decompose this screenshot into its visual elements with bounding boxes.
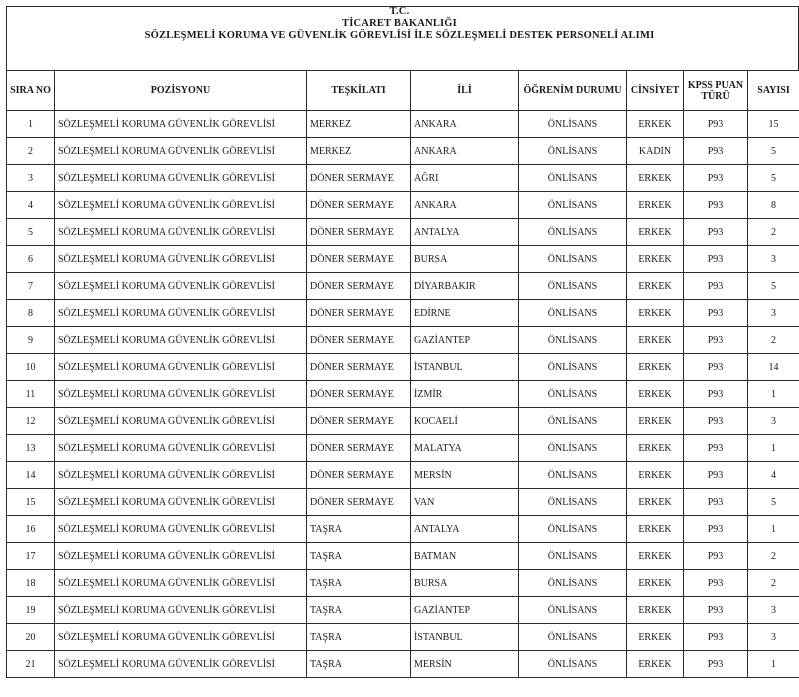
cell-teskilat: DÖNER SERMAYE	[307, 462, 411, 489]
cell-sayi: 2	[748, 543, 799, 570]
cell-teskilat: DÖNER SERMAYE	[307, 381, 411, 408]
cell-ogrenim: ÖNLİSANS	[519, 597, 627, 624]
cell-sira-no: 1	[7, 111, 55, 138]
cell-cinsiyet: ERKEK	[627, 327, 684, 354]
cell-kpss: P93	[684, 273, 748, 300]
cell-ogrenim: ÖNLİSANS	[519, 138, 627, 165]
cell-sira-no: 2	[7, 138, 55, 165]
header-ministry: TİCARET BAKANLIĞI	[342, 18, 457, 29]
cell-ogrenim: ÖNLİSANS	[519, 246, 627, 273]
table-row	[7, 435, 799, 462]
table-row	[7, 111, 799, 138]
cell-kpss: P93	[684, 165, 748, 192]
cell-kpss: P93	[684, 435, 748, 462]
cell-cinsiyet: ERKEK	[627, 543, 684, 570]
cell-sayi: 1	[748, 516, 799, 543]
cell-sira-no: 6	[7, 246, 55, 273]
table-row	[7, 651, 799, 678]
cell-cinsiyet: ERKEK	[627, 516, 684, 543]
cell-il: ANKARA	[411, 111, 519, 138]
cell-kpss: P93	[684, 354, 748, 381]
cell-il: İZMİR	[411, 381, 519, 408]
cell-sira-no: 21	[7, 651, 55, 678]
cell-kpss: P93	[684, 597, 748, 624]
cell-sira-no: 13	[7, 435, 55, 462]
table-row	[7, 489, 799, 516]
table-row	[7, 300, 799, 327]
cell-cinsiyet: ERKEK	[627, 651, 684, 678]
cell-kpss: P93	[684, 381, 748, 408]
col-kpss: KPSS PUAN TÜRÜ	[684, 71, 748, 111]
cell-pozisyon: SÖZLEŞMELİ KORUMA GÜVENLİK GÖREVLİSİ	[55, 138, 307, 165]
cell-sayi: 4	[748, 462, 799, 489]
cell-ogrenim: ÖNLİSANS	[519, 111, 627, 138]
cell-cinsiyet: ERKEK	[627, 111, 684, 138]
cell-teskilat: DÖNER SERMAYE	[307, 273, 411, 300]
cell-il: MERSİN	[411, 462, 519, 489]
cell-sayi: 3	[748, 624, 799, 651]
cell-ogrenim: ÖNLİSANS	[519, 273, 627, 300]
cell-sira-no: 12	[7, 408, 55, 435]
cell-sayi: 3	[748, 300, 799, 327]
cell-teskilat: DÖNER SERMAYE	[307, 165, 411, 192]
cell-cinsiyet: ERKEK	[627, 489, 684, 516]
cell-teskilat: MERKEZ	[307, 111, 411, 138]
cell-teskilat: DÖNER SERMAYE	[307, 300, 411, 327]
cell-cinsiyet: ERKEK	[627, 192, 684, 219]
cell-sayi: 5	[748, 165, 799, 192]
cell-pozisyon: SÖZLEŞMELİ KORUMA GÜVENLİK GÖREVLİSİ	[55, 570, 307, 597]
cell-kpss: P93	[684, 327, 748, 354]
cell-ogrenim: ÖNLİSANS	[519, 516, 627, 543]
table-row	[7, 543, 799, 570]
cell-il: KOCAELİ	[411, 408, 519, 435]
cell-ogrenim: ÖNLİSANS	[519, 300, 627, 327]
cell-kpss: P93	[684, 516, 748, 543]
personnel-table	[6, 70, 799, 678]
cell-cinsiyet: ERKEK	[627, 300, 684, 327]
cell-sayi: 3	[748, 597, 799, 624]
table-row	[7, 408, 799, 435]
cell-teskilat: DÖNER SERMAYE	[307, 192, 411, 219]
cell-teskilat: DÖNER SERMAYE	[307, 219, 411, 246]
cell-cinsiyet: ERKEK	[627, 435, 684, 462]
cell-teskilat: TAŞRA	[307, 651, 411, 678]
cell-pozisyon: SÖZLEŞMELİ KORUMA GÜVENLİK GÖREVLİSİ	[55, 597, 307, 624]
cell-sira-no: 10	[7, 354, 55, 381]
cell-ogrenim: ÖNLİSANS	[519, 219, 627, 246]
cell-pozisyon: SÖZLEŞMELİ KORUMA GÜVENLİK GÖREVLİSİ	[55, 435, 307, 462]
cell-teskilat: TAŞRA	[307, 543, 411, 570]
cell-teskilat: DÖNER SERMAYE	[307, 354, 411, 381]
cell-pozisyon: SÖZLEŞMELİ KORUMA GÜVENLİK GÖREVLİSİ	[55, 624, 307, 651]
cell-ogrenim: ÖNLİSANS	[519, 192, 627, 219]
cell-sayi: 2	[748, 327, 799, 354]
cell-sayi: 1	[748, 651, 799, 678]
cell-sira-no: 4	[7, 192, 55, 219]
cell-cinsiyet: ERKEK	[627, 219, 684, 246]
cell-sayi: 5	[748, 273, 799, 300]
cell-sira-no: 15	[7, 489, 55, 516]
cell-sayi: 2	[748, 219, 799, 246]
cell-teskilat: TAŞRA	[307, 597, 411, 624]
table-row	[7, 570, 799, 597]
cell-cinsiyet: ERKEK	[627, 408, 684, 435]
cell-cinsiyet: KADIN	[627, 138, 684, 165]
cell-cinsiyet: ERKEK	[627, 381, 684, 408]
cell-kpss: P93	[684, 462, 748, 489]
cell-ogrenim: ÖNLİSANS	[519, 462, 627, 489]
cell-sira-no: 14	[7, 462, 55, 489]
cell-teskilat: DÖNER SERMAYE	[307, 435, 411, 462]
cell-il: EDİRNE	[411, 300, 519, 327]
col-cinsiyet: CİNSİYET	[627, 71, 684, 111]
col-sayisi: SAYISI	[748, 71, 799, 111]
cell-il: ANKARA	[411, 138, 519, 165]
cell-il: ANTALYA	[411, 516, 519, 543]
cell-ogrenim: ÖNLİSANS	[519, 408, 627, 435]
cell-il: ANTALYA	[411, 219, 519, 246]
cell-pozisyon: SÖZLEŞMELİ KORUMA GÜVENLİK GÖREVLİSİ	[55, 516, 307, 543]
cell-kpss: P93	[684, 111, 748, 138]
table-row	[7, 516, 799, 543]
cell-il: BATMAN	[411, 543, 519, 570]
cell-sira-no: 9	[7, 327, 55, 354]
cell-il: MERSİN	[411, 651, 519, 678]
cell-teskilat: TAŞRA	[307, 570, 411, 597]
cell-sayi: 5	[748, 489, 799, 516]
cell-pozisyon: SÖZLEŞMELİ KORUMA GÜVENLİK GÖREVLİSİ	[55, 651, 307, 678]
cell-cinsiyet: ERKEK	[627, 273, 684, 300]
cell-il: GAZİANTEP	[411, 597, 519, 624]
cell-kpss: P93	[684, 489, 748, 516]
cell-sira-no: 20	[7, 624, 55, 651]
cell-pozisyon: SÖZLEŞMELİ KORUMA GÜVENLİK GÖREVLİSİ	[55, 381, 307, 408]
col-ogrenim: ÖĞRENİM DURUMU	[519, 71, 627, 111]
cell-sira-no: 16	[7, 516, 55, 543]
table-row	[7, 192, 799, 219]
cell-pozisyon: SÖZLEŞMELİ KORUMA GÜVENLİK GÖREVLİSİ	[55, 408, 307, 435]
document-header	[0, 0, 799, 42]
cell-pozisyon: SÖZLEŞMELİ KORUMA GÜVENLİK GÖREVLİSİ	[55, 111, 307, 138]
cell-sira-no: 11	[7, 381, 55, 408]
cell-pozisyon: SÖZLEŞMELİ KORUMA GÜVENLİK GÖREVLİSİ	[55, 327, 307, 354]
cell-teskilat: DÖNER SERMAYE	[307, 327, 411, 354]
cell-ogrenim: ÖNLİSANS	[519, 327, 627, 354]
cell-sayi: 1	[748, 435, 799, 462]
cell-pozisyon: SÖZLEŞMELİ KORUMA GÜVENLİK GÖREVLİSİ	[55, 543, 307, 570]
table-row	[7, 354, 799, 381]
cell-ogrenim: ÖNLİSANS	[519, 381, 627, 408]
cell-il: GAZİANTEP	[411, 327, 519, 354]
cell-cinsiyet: ERKEK	[627, 462, 684, 489]
cell-il: BURSA	[411, 570, 519, 597]
cell-ogrenim: ÖNLİSANS	[519, 435, 627, 462]
cell-il: AĞRI	[411, 165, 519, 192]
cell-pozisyon: SÖZLEŞMELİ KORUMA GÜVENLİK GÖREVLİSİ	[55, 192, 307, 219]
cell-kpss: P93	[684, 246, 748, 273]
cell-sayi: 3	[748, 408, 799, 435]
col-sira-no: SIRA NO	[7, 71, 55, 111]
cell-cinsiyet: ERKEK	[627, 246, 684, 273]
cell-sayi: 15	[748, 111, 799, 138]
cell-kpss: P93	[684, 408, 748, 435]
cell-pozisyon: SÖZLEŞMELİ KORUMA GÜVENLİK GÖREVLİSİ	[55, 165, 307, 192]
table-row	[7, 219, 799, 246]
cell-ogrenim: ÖNLİSANS	[519, 651, 627, 678]
cell-sira-no: 8	[7, 300, 55, 327]
cell-il: MALATYA	[411, 435, 519, 462]
cell-pozisyon: SÖZLEŞMELİ KORUMA GÜVENLİK GÖREVLİSİ	[55, 246, 307, 273]
header-line-tc: T.C.	[389, 6, 410, 17]
table-header-row	[7, 71, 799, 111]
cell-sira-no: 7	[7, 273, 55, 300]
cell-sayi: 2	[748, 570, 799, 597]
cell-pozisyon: SÖZLEŞMELİ KORUMA GÜVENLİK GÖREVLİSİ	[55, 273, 307, 300]
cell-kpss: P93	[684, 138, 748, 165]
cell-kpss: P93	[684, 300, 748, 327]
cell-il: DİYARBAKIR	[411, 273, 519, 300]
cell-sira-no: 17	[7, 543, 55, 570]
cell-il: BURSA	[411, 246, 519, 273]
cell-kpss: P93	[684, 219, 748, 246]
cell-teskilat: TAŞRA	[307, 516, 411, 543]
cell-pozisyon: SÖZLEŞMELİ KORUMA GÜVENLİK GÖREVLİSİ	[55, 300, 307, 327]
cell-teskilat: DÖNER SERMAYE	[307, 489, 411, 516]
cell-teskilat: MERKEZ	[307, 138, 411, 165]
col-pozisyonu: POZİSYONU	[55, 71, 307, 111]
cell-kpss: P93	[684, 570, 748, 597]
table-row	[7, 597, 799, 624]
cell-sira-no: 19	[7, 597, 55, 624]
table-row	[7, 165, 799, 192]
cell-il: İSTANBUL	[411, 354, 519, 381]
cell-sayi: 3	[748, 246, 799, 273]
cell-il: VAN	[411, 489, 519, 516]
cell-pozisyon: SÖZLEŞMELİ KORUMA GÜVENLİK GÖREVLİSİ	[55, 219, 307, 246]
cell-pozisyon: SÖZLEŞMELİ KORUMA GÜVENLİK GÖREVLİSİ	[55, 354, 307, 381]
cell-pozisyon: SÖZLEŞMELİ KORUMA GÜVENLİK GÖREVLİSİ	[55, 462, 307, 489]
cell-ogrenim: ÖNLİSANS	[519, 570, 627, 597]
cell-cinsiyet: ERKEK	[627, 354, 684, 381]
cell-ogrenim: ÖNLİSANS	[519, 624, 627, 651]
cell-kpss: P93	[684, 543, 748, 570]
cell-ogrenim: ÖNLİSANS	[519, 489, 627, 516]
cell-cinsiyet: ERKEK	[627, 570, 684, 597]
col-teskilati: TEŞKİLATI	[307, 71, 411, 111]
cell-kpss: P93	[684, 651, 748, 678]
cell-il: İSTANBUL	[411, 624, 519, 651]
table-row	[7, 624, 799, 651]
cell-sayi: 14	[748, 354, 799, 381]
cell-sira-no: 3	[7, 165, 55, 192]
cell-cinsiyet: ERKEK	[627, 165, 684, 192]
cell-il: ANKARA	[411, 192, 519, 219]
cell-kpss: P93	[684, 192, 748, 219]
cell-teskilat: TAŞRA	[307, 624, 411, 651]
cell-sayi: 1	[748, 381, 799, 408]
cell-kpss: P93	[684, 624, 748, 651]
cell-cinsiyet: ERKEK	[627, 624, 684, 651]
cell-ogrenim: ÖNLİSANS	[519, 543, 627, 570]
table-row	[7, 327, 799, 354]
table-row	[7, 273, 799, 300]
table-row	[7, 246, 799, 273]
cell-sira-no: 18	[7, 570, 55, 597]
cell-pozisyon: SÖZLEŞMELİ KORUMA GÜVENLİK GÖREVLİSİ	[55, 489, 307, 516]
cell-ogrenim: ÖNLİSANS	[519, 165, 627, 192]
cell-sira-no: 5	[7, 219, 55, 246]
cell-sayi: 8	[748, 192, 799, 219]
cell-teskilat: DÖNER SERMAYE	[307, 408, 411, 435]
header-title: SÖZLEŞMELİ KORUMA VE GÜVENLİK GÖREVLİSİ İLE SÖZLEŞMELİ DESTEK PERSONELİ ALIMI	[144, 30, 655, 41]
table-row	[7, 138, 799, 165]
col-ili: İLİ	[411, 71, 519, 111]
cell-cinsiyet: ERKEK	[627, 597, 684, 624]
table-row	[7, 381, 799, 408]
table-row	[7, 462, 799, 489]
cell-ogrenim: ÖNLİSANS	[519, 354, 627, 381]
cell-sayi: 5	[748, 138, 799, 165]
cell-teskilat: DÖNER SERMAYE	[307, 246, 411, 273]
